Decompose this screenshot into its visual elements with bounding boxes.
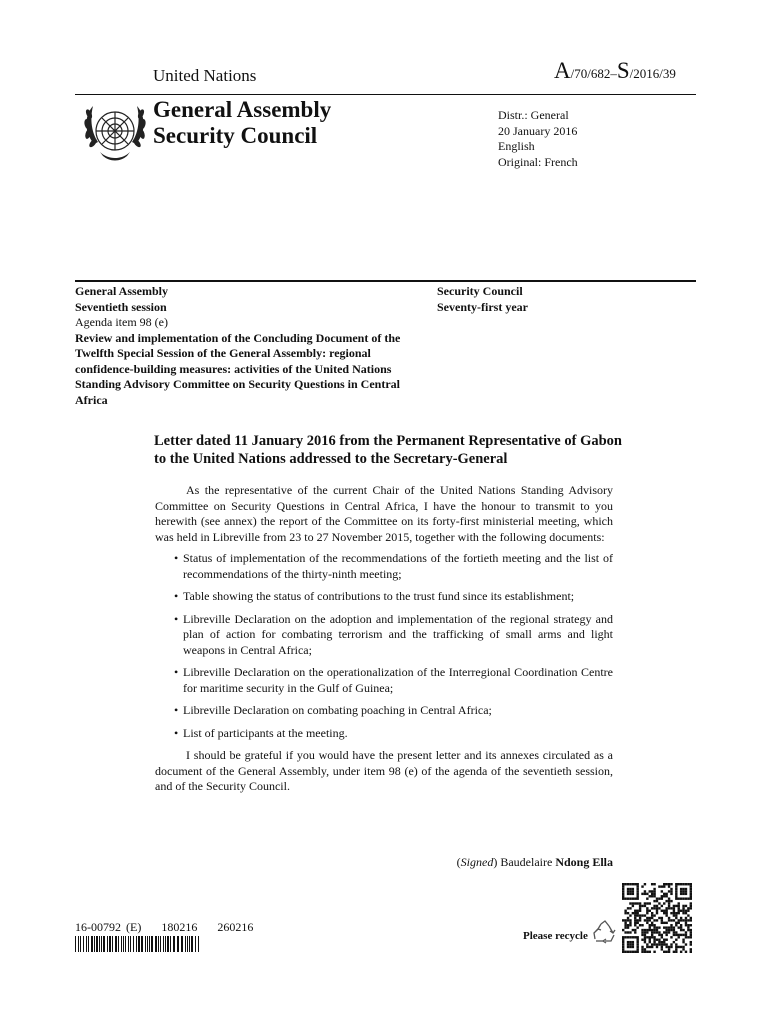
document-symbol	[554, 58, 676, 84]
signed-label: Signed	[460, 855, 494, 869]
qr-code-image	[622, 883, 692, 953]
ga-session: Seventieth session	[75, 299, 167, 314]
sc-heading: Security Council	[437, 284, 523, 298]
original-language: Original: French	[498, 154, 578, 169]
agenda-rule	[75, 280, 696, 282]
sc-year: Seventy-first year	[437, 299, 528, 314]
ga-heading: General Assembly	[75, 284, 168, 298]
bullet: •	[174, 665, 179, 679]
language: English	[498, 139, 535, 153]
intro-paragraph: As the representative of the current Chair of the United Nations Standing Advisory Committee on Security Questions in Central Africa, I have the honour to transmit to you herewith (see annex) the report of the Committee on its forty-first ministerial meeting, which was held in Libreville from 23 to 27 November 2015, together with the following documents:	[155, 483, 613, 544]
agenda-item: Agenda item 98 (e)	[75, 315, 168, 329]
agenda-left	[75, 284, 415, 408]
signature-line: (Signed) Baudelaire Ndong Ella	[456, 855, 613, 869]
list-item: • Status of implementation of the recommendations of the fortieth meeting and the list of recommendations of the thirty-ninth meeting;	[174, 551, 613, 581]
list-item: • Libreville Declaration on the operationalization of the Interregional Coordination Centre for maritime security in the Gulf of Guinea;	[174, 665, 613, 695]
symbol-s-rest: /2016/39	[629, 66, 676, 81]
bullet: •	[174, 551, 179, 565]
bullet: •	[174, 725, 179, 740]
un-emblem-icon	[80, 100, 150, 166]
letter-title: Letter dated 11 January 2016 from the Permanent Representative of Gabon to the United Nations addressed to the Secretary-General	[154, 433, 622, 467]
distribution-block	[498, 108, 578, 170]
agenda-right	[437, 284, 528, 315]
organization-name: United Nations	[153, 66, 257, 85]
closing-paragraph: I should be grateful if you would have the present letter and its annexes circulated as a document of the General Assembly, under item 98 (e) of the agenda of the seventieth session, and of the Security Council.	[155, 748, 613, 793]
barcode-image	[75, 936, 200, 952]
symbol-a-letter: A	[554, 58, 571, 83]
bullet: •	[174, 611, 179, 626]
organ-general-assembly: General Assembly	[153, 97, 332, 122]
signer-first-name: Baudelaire	[500, 855, 553, 869]
list-item: • Libreville Declaration on the adoption and implementation of the regional strategy and plan of action for combating terrorism and the trafficking of small arms and light weapons in Central Africa;	[174, 611, 613, 657]
list-item: • Libreville Declaration on combating poaching in Central Africa;	[174, 703, 492, 717]
signer-last-name: Ndong Ella	[555, 855, 613, 869]
distribution: Distr.: General	[498, 108, 569, 122]
letter-body	[155, 483, 613, 795]
list-item: • Table showing the status of contributions to the trust fund since its establishment;	[174, 589, 575, 603]
issue-date: 20 January 2016	[498, 123, 578, 138]
organ-security-council: Security Council	[153, 123, 318, 148]
header-rule	[75, 94, 696, 95]
symbol-s-letter: S	[616, 58, 630, 83]
bullet: •	[174, 589, 179, 603]
issuing-organs	[153, 97, 331, 149]
document-number: 16-00792 (E) 180216 260216	[75, 920, 254, 934]
symbol-a-rest: /70/682–	[570, 66, 617, 81]
recycle-label: Please recycle	[523, 930, 588, 942]
document-list	[155, 551, 613, 741]
agenda-item-title: Review and implementation of the Concluding Document of the Twelfth Special Session of the General Assembly: regional confidence-building measures: activities of the United Nations Standing Advisory Committee on Security Questions in Central Africa	[75, 330, 401, 407]
list-item: • List of participants at the meeting.	[174, 725, 348, 740]
bullet: •	[174, 703, 179, 717]
recycle-icon	[592, 920, 618, 944]
